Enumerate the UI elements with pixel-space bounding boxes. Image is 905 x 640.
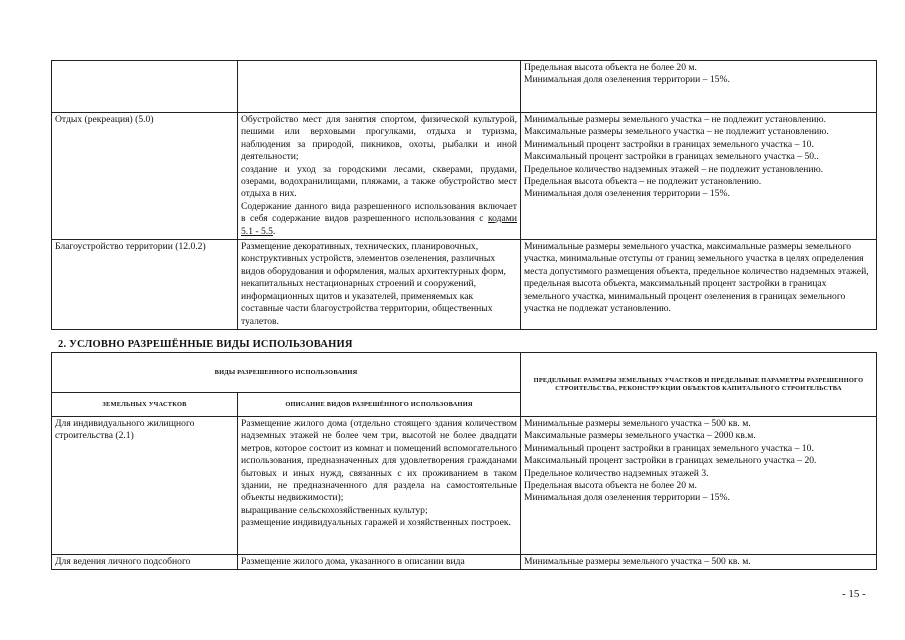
param-line: Минимальная доля озеленения территории – 15%.	[524, 74, 730, 86]
param-line: Предельное количество надземных этажей 3.	[524, 467, 709, 479]
params-cell	[521, 113, 877, 240]
param-line: Максимальный процент застройки в границах земельного участка – 50..	[524, 151, 819, 163]
param-line: Минимальные размеры земельного участка – не подлежит установлению.	[524, 114, 826, 125]
description-paragraph: Обустройство мест для занятия спортом, физической культурой, пешими или верховыми прогулками, отдыха и туризма, наблюдения за природой, пикников, охоты, рыбалки и иной деятельности;	[241, 114, 517, 163]
use-cell: Отдых (рекреация) (5.0)	[52, 113, 238, 240]
param-line: Минимальные размеры земельного участка – 500 кв. м.	[524, 418, 751, 429]
section-title: 2. УСЛОВНО РАЗРЕШЁННЫЕ ВИДЫ ИСПОЛЬЗОВАНИЯ	[58, 339, 353, 350]
description-cell	[238, 113, 521, 240]
use-cell: Благоустройство территории (12.0.2)	[52, 240, 238, 330]
description-cell: Размещение декоративных, технических, планировочных, конструктивных устройств, элементов озеленения, различных видов оборудования и оформления, малых архитектурных форм, некапитальных нестационарных строений и сооружений, информационных щитов и указателей, применяемых как составные части благоустройства территории, общественных туалетов.	[238, 240, 521, 330]
table-row	[52, 61, 877, 113]
use-cell: Для ведения личного подсобного	[52, 555, 238, 570]
table-row	[52, 240, 877, 330]
permitted-uses-table	[51, 60, 877, 330]
description-cell	[238, 61, 521, 113]
description-paragraph: Размещение жилого дома (отдельно стоящего здания количеством надземных этажей не более чем три, высотой не более двадцати метров, которое состоит из комнат и помещений вспомогательного использования, предназначенных для удовлетворения гражданами бытовых и иных нужд, связанных с их проживанием в таком здании, не предназначенного для раздела на самостоятельные объекты недвижимости);	[241, 418, 517, 504]
params-cell	[521, 61, 877, 113]
param-line: Максимальные размеры земельного участка – 2000 кв.м.	[524, 430, 756, 442]
params-cell: Минимальные размеры земельного участка, максимальные размеры земельного участка, минимальные отступы от границ земельного участка в целях определения места допустимого размещения объекта, предельное количество надземных этажей, предельная высота объекта, максимальный процент застройки в границах земельного участка, минимальный процент озеленения в границах земельного участка не подлежат установлению.	[521, 240, 877, 330]
page-number: - 15 -	[842, 588, 866, 600]
param-line: Предельная высота объекта – не подлежит установлению.	[524, 176, 762, 188]
use-cell	[52, 61, 238, 113]
params-cell: Минимальные размеры земельного участка – 500 кв. м.	[521, 555, 877, 570]
codes-link[interactable]: кодами 5.1 - 5.5	[241, 213, 517, 237]
inclusion-text: Содержание данного вида разрешенного использования включает в себя содержание видов разрешенного использования с	[241, 200, 517, 225]
inclusion-suffix: .	[272, 225, 276, 237]
params-cell	[521, 417, 877, 555]
description-cell	[238, 417, 521, 555]
header-row	[52, 353, 877, 393]
param-line: Минимальная доля озеленения территории – 15%.	[524, 188, 730, 200]
param-line: Предельная высота объекта не более 20 м.	[524, 62, 697, 73]
param-line: Минимальный процент застройки в границах земельного участка – 10.	[524, 138, 814, 150]
param-line: Минимальная доля озеленения территории – 15%.	[524, 492, 730, 504]
use-cell: Для индивидуального жилищного строительства (2.1)	[52, 417, 238, 555]
param-line: Предельная высота объекта не более 20 м.	[524, 480, 697, 492]
description-paragraph: создание и уход за городскими лесами, скверами, прудами, озерами, водохранилищами, пляжами, а также обустройство мест отдыха в них.	[241, 163, 517, 200]
conditional-uses-table	[51, 352, 877, 570]
description-paragraph: выращивание сельскохозяйственных культур;	[241, 504, 428, 516]
table-row	[52, 417, 877, 555]
description-paragraph: размещение индивидуальных гаражей и хозяйственных построек.	[241, 517, 511, 529]
table-row	[52, 113, 877, 240]
header-params: ПРЕДЕЛЬНЫЕ РАЗМЕРЫ ЗЕМЕЛЬНЫХ УЧАСТКОВ И ПРЕДЕЛЬНЫЕ ПАРАМЕТРЫ РАЗРЕШЕННОГО СТРОИТЕЛЬСТВА, РЕКОНСТРУКЦИИ ОБЪЕКТОВ КАПИТАЛЬНОГО СТРОИТЕЛЬСТВА	[521, 353, 877, 417]
header-description: ОПИСАНИЕ ВИДОВ РАЗРЕШЁННОГО ИСПОЛЬЗОВАНИЯ	[238, 393, 521, 417]
description-cell: Размещение жилого дома, указанного в описании вида	[238, 555, 521, 570]
header-land: ЗЕМЕЛЬНЫХ УЧАСТКОВ	[52, 393, 238, 417]
param-line: Минимальный процент застройки в границах земельного участка – 10.	[524, 442, 814, 454]
description-paragraph	[241, 201, 517, 238]
table-row	[52, 555, 877, 570]
param-line: Максимальные размеры земельного участка – не подлежит установлению.	[524, 126, 829, 138]
param-line: Максимальный процент застройки в границах земельного участка – 20.	[524, 455, 817, 467]
param-line: Предельное количество надземных этажей – не подлежит установлению.	[524, 163, 824, 175]
header-group: ВИДЫ РАЗРЕШЕННОГО ИСПОЛЬЗОВАНИЯ	[52, 353, 521, 393]
